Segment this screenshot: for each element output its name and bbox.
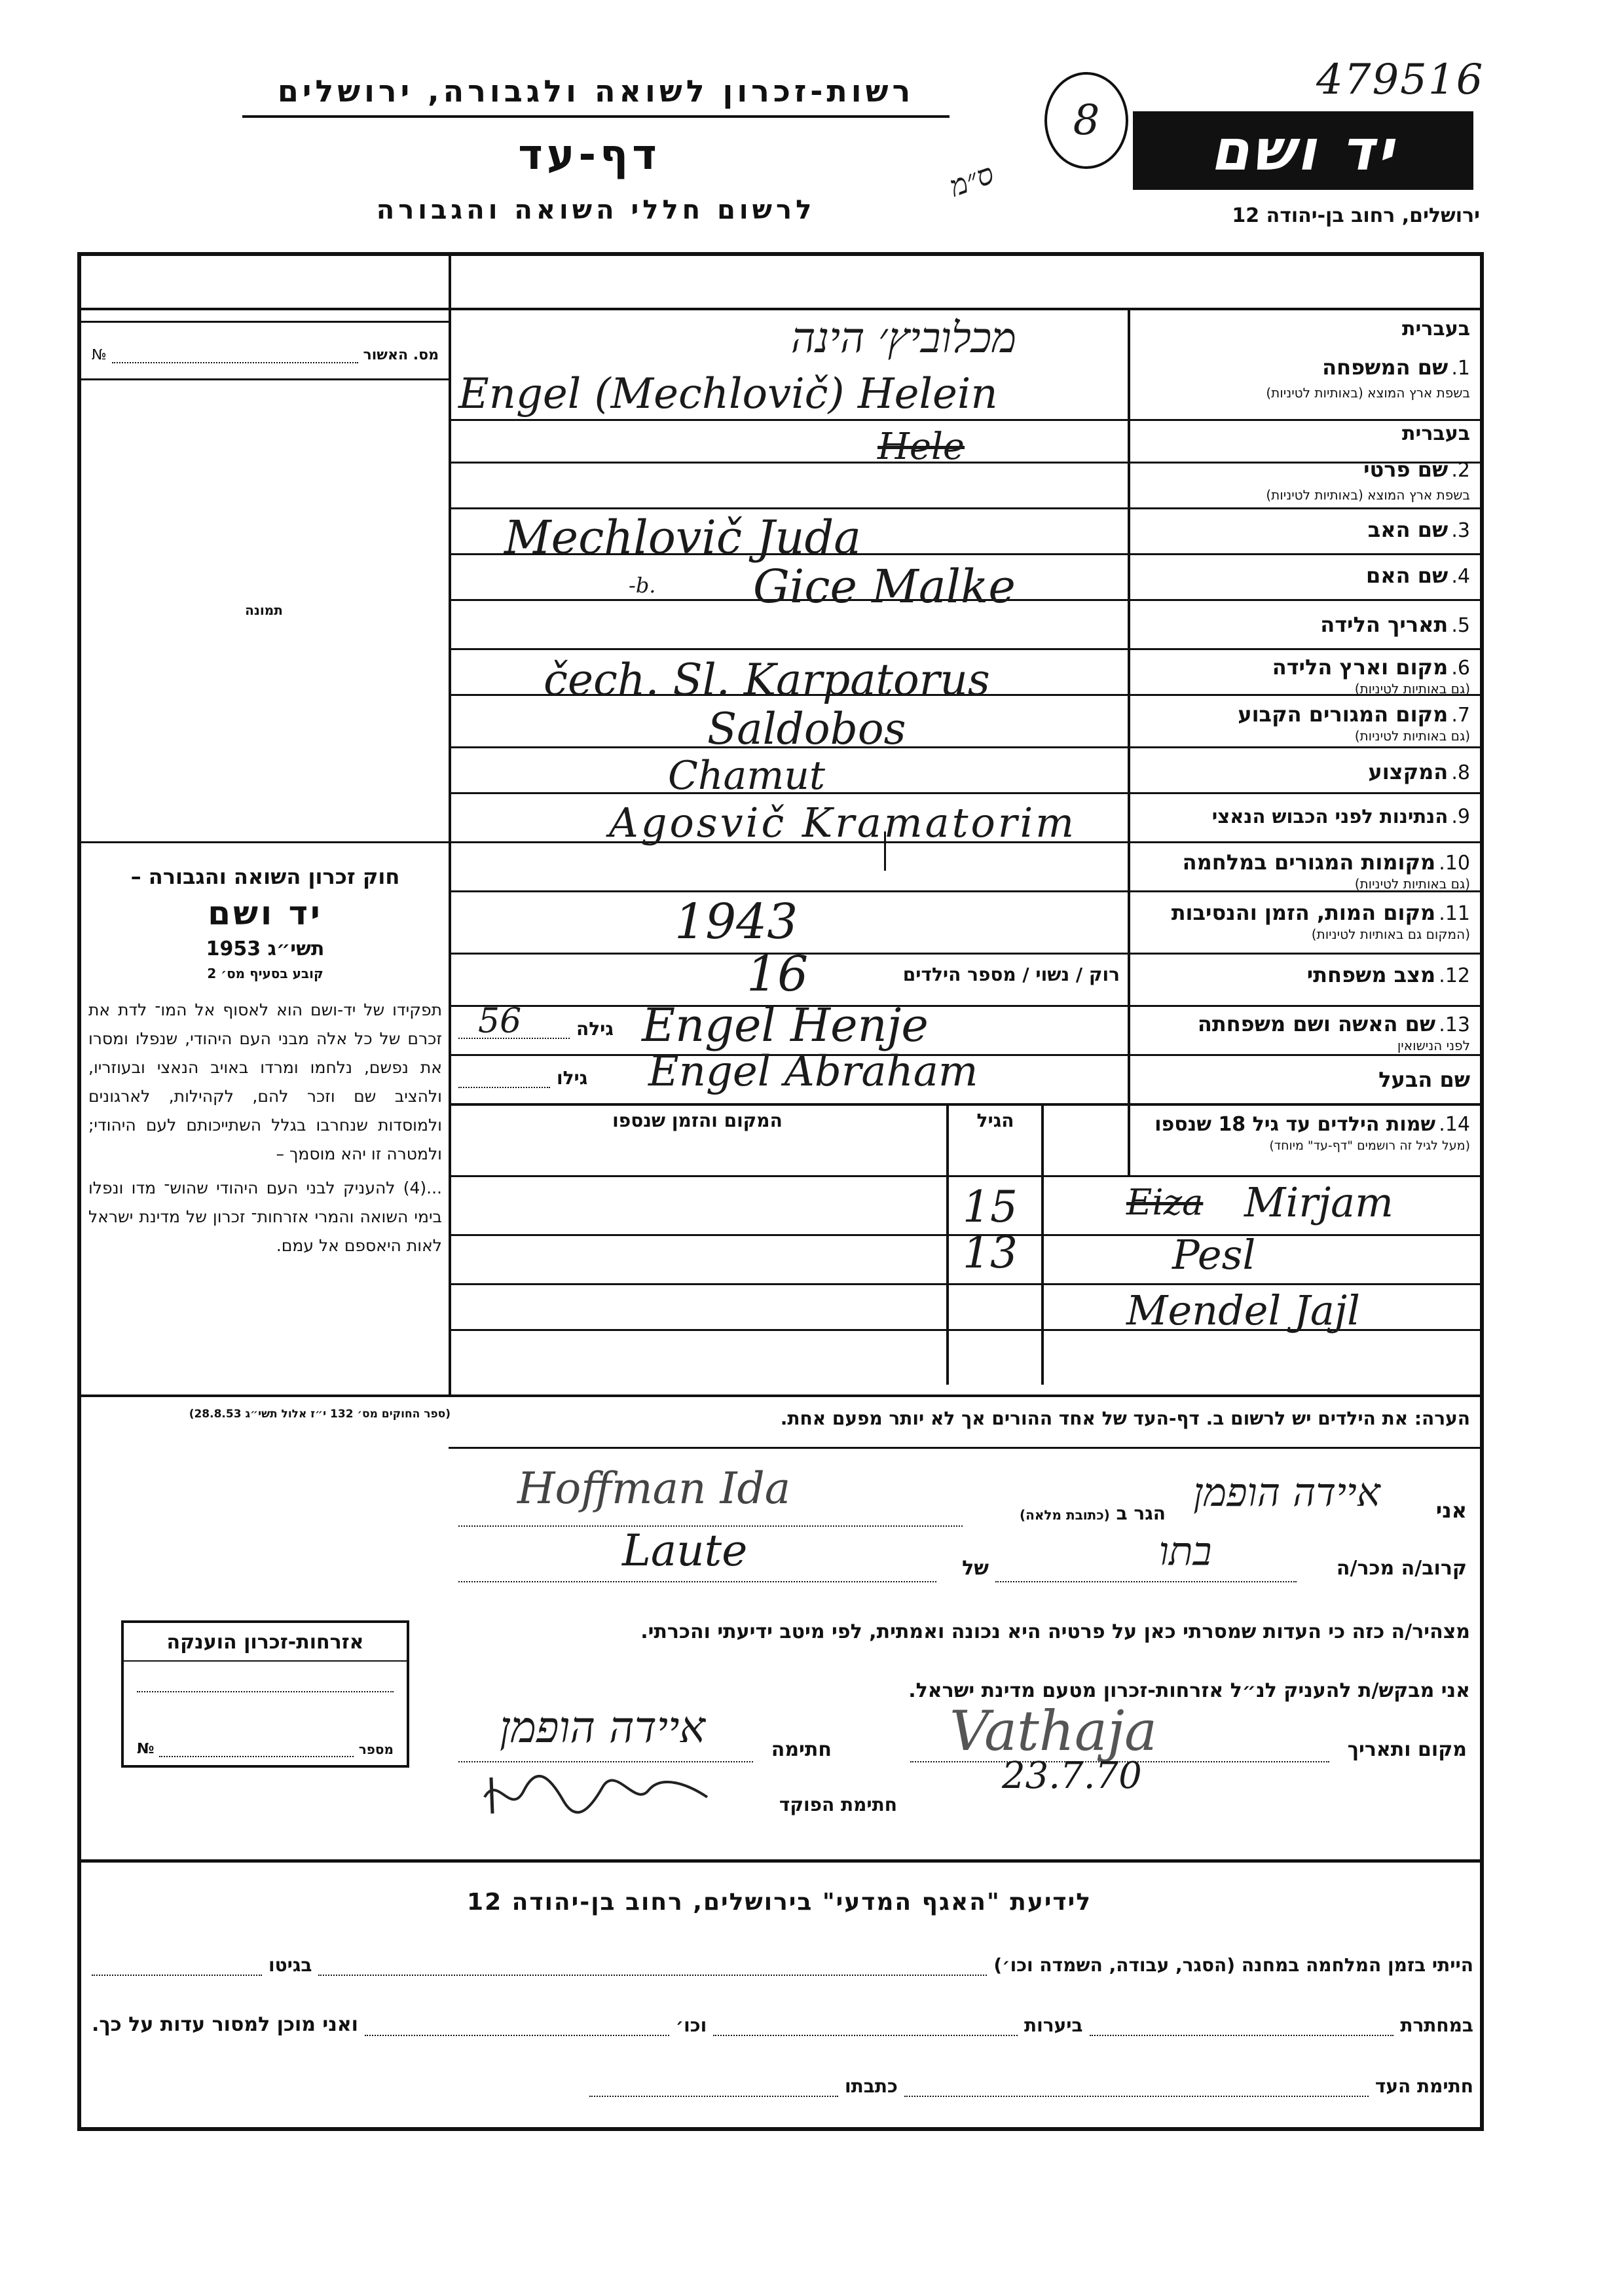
footer-line-2-blank-c [365,2020,669,2036]
relative-line [995,1581,1297,1582]
child-1-age: 15 [963,1182,1018,1232]
field-12-options: רוק / נשוי / מספר הילדים [902,964,1120,985]
field-7-number: 7. [1451,704,1470,727]
field-2-sublabel: בשפת ארץ המוצא (באותיות לטיניות) [1266,487,1470,503]
field-10-sublabel: (גם באותיות לטיניות) [1354,876,1470,892]
field-5-label: תאריך הלידה [1320,612,1449,637]
field-12-number: 12. [1439,964,1470,987]
field-4-label: שם האם [1366,563,1449,588]
children-number: 14. [1439,1113,1470,1136]
footer-line-1-end: בגיטו [268,1954,312,1976]
law-title: חוק זכרון השואה והגבורה – [130,864,400,889]
declaration-i-label: אני [1435,1498,1467,1523]
law-text-2: ...(4) להעניק לבני העם היהודי שהוש־ מדו ונפלו בימי השואה והמרי אזרחות־ זכרון של מדינת ישראל לאות היאספם אל עמם. [88,1178,442,1255]
signature-line [458,1761,753,1762]
children-note: הערה: את הילדים יש לרשום ב. דף-העד של אחד ההורים אך לא יותר מפעם אחת. [780,1408,1470,1429]
field-6-number: 6. [1451,657,1470,680]
nationality-value: Agosvič Kramatorim [609,799,1077,847]
of-label: של [962,1557,989,1580]
field-8-label-block [1136,759,1470,784]
field-2-number: 2. [1451,459,1470,482]
field-1-label-block [1136,318,1470,401]
officer-signature-scribble [478,1771,714,1817]
field-11-label-block [1136,900,1470,942]
circled-number [1044,72,1128,169]
children-label-block [1136,1113,1470,1153]
children-count-value: 16 [747,946,809,1002]
citizenship-box [121,1620,409,1768]
mother-prefix: -b. [629,573,656,598]
archive-number: 479516 [1316,56,1485,104]
address: ירושלים, רחוב בן-יהודה 12 [1232,204,1480,227]
field-2-hebrew-label: בעברית [1402,422,1470,445]
law-name: יד ושם [208,894,323,932]
field-7-sublabel: (גם באותיות לטיניות) [1354,728,1470,744]
field-2-label-block [1136,422,1470,503]
field-13-sublabel: לפני הנישואין [1397,1038,1470,1053]
officer-signature-label: חתימת הפוקד [779,1794,897,1815]
id-number-sign: № [92,347,107,363]
footer-line-3-blank-a [904,2081,1369,2097]
footer-line-1-blank-2 [92,1960,262,1976]
declarant-hebrew-name: איידה הופמן [1193,1470,1380,1516]
field-3-label: שם האב [1367,517,1449,542]
first-name-latin-value: Hele [877,426,965,468]
officer-signature-icon [478,1771,714,1817]
child-1-name: Mirjam [1244,1178,1393,1226]
mother-name-value: Gice Malke [753,560,1016,613]
footer-line-2-b: ביערות [1024,2014,1083,2036]
signature-value: איידה הופמן [499,1702,705,1753]
id-number-line [112,349,358,363]
field-3-number: 3. [1451,519,1470,542]
law-clause: קובע בסעיף מס׳ 2 [207,966,323,981]
field-8-label: המקצוע [1368,759,1449,784]
id-number-label: מס. האשור [363,347,439,363]
place-date-line [910,1761,1329,1762]
field-11-sublabel: (המקום גם באותיות לטיניות) [1311,926,1470,942]
resident-label-text: הגר ב [1116,1503,1166,1524]
authority-underline [242,115,950,118]
of-value: Laute [622,1525,748,1576]
of-line [458,1581,936,1582]
field-13-label: שם האשה ושם משפחתה [1197,1011,1436,1036]
field-1-hebrew-label: בעברית [1402,318,1470,340]
footer-title: לידיעת "האגף המדעי" בירושלים, רחוב בן-יהודה 12 [467,1889,1092,1916]
place-value: Vathaja [950,1699,1158,1763]
field-9-number: 9. [1451,805,1470,828]
children-place-header: המקום והזמן שנספו [612,1110,783,1131]
handwritten-initials: ס״מ [945,156,999,204]
footer-line-2 [92,2013,1473,2036]
field-1-number: 1. [1451,357,1470,380]
child-3-name: Mendel Jajl [1126,1286,1360,1334]
field-6-sublabel: (גם באותיות לטיניות) [1354,681,1470,697]
field-11-label: מקום המות, הזמן והנסיבות [1171,900,1436,925]
footer-line-2-c: וכו׳ [675,2014,707,2036]
field-1-sublabel: בשפת ארץ המוצא (באותיות לטיניות) [1266,385,1470,401]
relative-label: קרוב/ה מכר/ה [1336,1557,1467,1580]
footer-line-3-b: כתבתו [845,2075,898,2097]
field-9-label: הנתינות לפני הכבוש הנאצי [1211,805,1449,828]
declaration-statement: מצהיר/ה כזה כי העדות שמסרתי כאן על פרטיה היא נכונה ואמתית, לפי מיטב ידיעתי והכרתי. [640,1620,1470,1643]
child-1-struck: Eiza [1126,1182,1204,1223]
field-5-number: 5. [1451,614,1470,637]
footer-line-2-blank-b [713,2020,1018,2036]
birthplace-value: čech. Sl. Karpatorus [544,655,990,705]
field-2-label: שם פרטי [1363,457,1449,482]
form-title: דף-עד [518,131,661,179]
law-block [88,864,442,1260]
law-year: תשי״ג 1953 [206,938,325,960]
footer-line-3-blank-b [589,2081,838,2097]
resident-sublabel: (כתובת מלאה) [1019,1507,1110,1523]
children-age-header: הגיל [976,1110,1014,1131]
photo-label: תמונה [245,602,283,618]
law-text-1: תפקידו של יד-ושם הוא לאסוף אל המו־ לדת את זכרם של כל אלה מבני העם היהודי, שנפלו ומסרו את נפשם, נלחמו ומרדו באויב הנאצי ובעוזריו, ולהציב שם וזכר להם, לקהילות, לארגונים ולמוסדות שנחרבו בגלל השתייכותם לעם היהודי; ולמטרה זו יהא מוסמך – [88,1000,442,1163]
logo-text: יד ושם [1210,118,1396,183]
child-2-name: Pesl [1172,1231,1256,1279]
field-4-number: 4. [1451,565,1470,588]
declaration-request: אני מבקש/ת להעניק לנ״ל אזרחות-זכרון מטעם מדינת ישראל. [908,1679,1470,1702]
field-6-label: מקום וארץ הלידה [1272,655,1449,680]
child-2-age: 13 [963,1228,1018,1278]
circled-number-text: 8 [1073,96,1100,145]
field-13-label-block [1136,1011,1470,1053]
field-12-label-block [1136,962,1470,987]
children-sublabel: (מעל לגיל זה רושמים "דף-עד" מיוחד) [1269,1139,1470,1153]
death-year-value: 1943 [674,894,798,950]
residence-value: Saldobos [707,704,906,754]
field-10-label-block [1136,850,1470,892]
footer-line-1-start: הייתי בזמן המלחמה במחנה (הסגר, עבודה, השמדה וכו׳) [993,1954,1473,1976]
wife-name-value: Engel Henje [642,998,929,1052]
footer-line-1-blank [318,1960,987,1976]
citizenship-no-label: מספר [358,1741,394,1757]
father-name-value: Mechlovič Juda [504,511,861,564]
field-8-number: 8. [1451,761,1470,784]
husband-name-value: Engel Abraham [648,1048,978,1096]
footer-line-3-a: חתימת העד [1375,2075,1473,2097]
field-10-number: 10. [1439,852,1470,875]
place-date-label: מקום ותאריך [1347,1738,1467,1761]
field-6-label-block [1136,655,1470,697]
authority-name: רשות-זכרון לשואה ולגבורה, ירושלים [277,73,915,109]
field-10-label: מקומות המגורים במלחמה [1182,850,1436,875]
field-12-label: מצב משפחתי [1306,962,1436,987]
field-5-label-block [1136,612,1470,637]
id-number-field [92,347,439,363]
wife-age-label: גילה [576,1018,614,1040]
wife-age-value: 56 [478,1002,522,1041]
field-11-number: 11. [1439,902,1470,925]
surname-latin-value: Engel (Mechlovič) Helein [458,370,998,418]
husband-label: שם הבעל [1378,1067,1470,1092]
surname-hebrew-value: מכלוביץ׳ הינה [790,314,1017,363]
date-value: 23.7.70 [1002,1755,1142,1797]
citizenship-title: אזרחות-זכרון הוענקה [166,1631,364,1654]
relative-value: בתו [1158,1529,1212,1575]
field-1-label: שם המשפחה [1322,355,1449,380]
husband-age-dots [458,1087,550,1088]
law-reference: (ספר החוקים מס׳ 132 י״ז אלול תשי״ג 28.8.53) [189,1408,451,1421]
yad-vashem-logo [1133,111,1473,190]
field-13-number: 13. [1439,1013,1470,1036]
footer-line-3 [589,2075,1473,2097]
footer-line-2-a: במחתרת [1400,2014,1473,2036]
citizenship-no-sign: № [137,1741,155,1757]
resident-label [963,1503,1166,1524]
field-3-label-block [1136,517,1470,542]
field-7-label-block [1136,702,1470,744]
husband-label-block [1136,1067,1470,1092]
profession-value: Chamut [668,753,825,799]
children-title: שמות הילדים עד גיל 18 שנספו [1154,1113,1436,1136]
field-4-label-block [1136,563,1470,588]
field-9-label-block [1136,805,1470,828]
form-subtitle: לרשום חללי השואה והגבורה [376,195,816,225]
signature-label: חתימה [771,1738,832,1761]
field-7-label: מקום המגורים הקבוע [1238,702,1449,727]
footer-line-2-blank-a [1090,2020,1394,2036]
footer-line-2-d: ואני מוכן למסור עדות על כך. [92,2013,358,2036]
footer-line-1 [92,1954,1473,1976]
declarant-latin-name: Hoffman Ida [517,1463,791,1514]
husband-age-label: גילו [557,1067,588,1089]
